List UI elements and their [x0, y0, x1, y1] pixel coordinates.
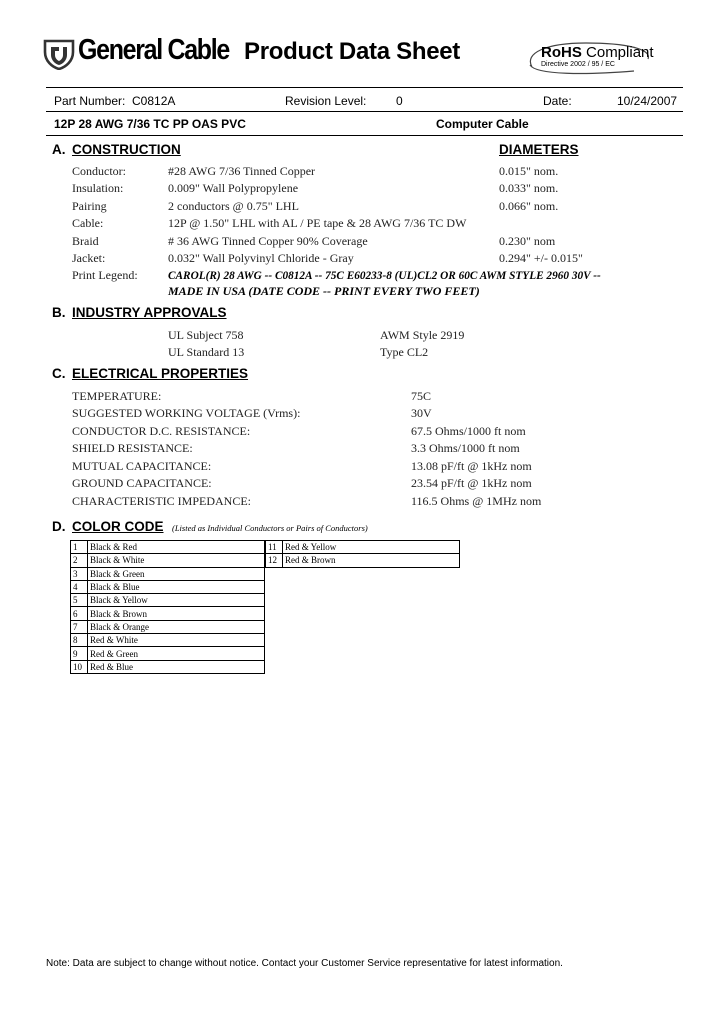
- general-cable-logo-icon: [42, 36, 76, 70]
- construction-heading: CONSTRUCTION: [72, 142, 181, 157]
- revision-label: Revision Level:: [285, 94, 367, 108]
- color-code-row: [266, 541, 460, 554]
- print-legend-line1: CAROL(R) 28 AWG -- C0812A -- 75C E60233-8 (UL)CL2 OR 60C AWM STYLE 2960 30V --: [168, 268, 601, 282]
- construction-value: #28 AWG 7/36 Tinned Copper: [168, 164, 316, 178]
- diameters-heading: DIAMETERS: [499, 142, 579, 157]
- print-legend-label: Print Legend:: [72, 268, 138, 282]
- section-d-letter: D.: [52, 519, 66, 534]
- diameter-value: 0.294" +/- 0.015": [499, 251, 583, 265]
- diameter-value: 0.066" nom.: [499, 199, 559, 213]
- cable-category: Computer Cable: [436, 117, 529, 131]
- electrical-label: CONDUCTOR D.C. RESISTANCE:: [72, 424, 251, 438]
- color-code-row: [71, 541, 265, 554]
- pair-colors: Black & Red: [88, 541, 265, 554]
- color-code-row: [71, 620, 265, 633]
- electrical-label: MUTUAL CAPACITANCE:: [72, 459, 212, 473]
- pair-colors: Red & Blue: [88, 660, 265, 673]
- electrical-value: 75C: [411, 389, 432, 403]
- color-code-row: [71, 660, 265, 673]
- rohs-label: RoHS Compliant: [541, 44, 654, 61]
- pair-colors: Red & White: [88, 634, 265, 647]
- pair-number: 10: [71, 660, 88, 673]
- electrical-label: CHARACTERISTIC IMPEDANCE:: [72, 494, 252, 508]
- electrical-label: SUGGESTED WORKING VOLTAGE (Vrms):: [72, 406, 301, 420]
- revision-value: 0: [396, 94, 403, 108]
- color-code-row: [71, 567, 265, 580]
- construction-value: 2 conductors @ 0.75" LHL: [168, 199, 299, 213]
- pair-number: 9: [71, 647, 88, 660]
- divider: [46, 87, 683, 88]
- pair-number: 8: [71, 634, 88, 647]
- divider: [46, 111, 683, 112]
- construction-value: 12P @ 1.50" LHL with AL / PE tape & 28 AWG 7/36 TC DW: [168, 216, 467, 230]
- electrical-value: 23.54 pF/ft @ 1kHz nom: [411, 476, 532, 490]
- pair-colors: Black & Brown: [88, 607, 265, 620]
- pair-number: 5: [71, 594, 88, 607]
- pair-colors: Black & Green: [88, 567, 265, 580]
- electrical-label: TEMPERATURE:: [72, 389, 162, 403]
- pair-colors: Black & Orange: [88, 620, 265, 633]
- electrical-value: 30V: [411, 406, 432, 420]
- footer-note: Note: Data are subject to change without notice. Contact your Customer Service representative for latest information.: [46, 958, 563, 969]
- approval-item: UL Subject 758: [168, 328, 244, 342]
- approval-item: AWM Style 2919: [380, 328, 465, 342]
- pair-colors: Red & Green: [88, 647, 265, 660]
- electrical-label: SHIELD RESISTANCE:: [72, 441, 193, 455]
- color-code-row: [71, 580, 265, 593]
- construction-label: Conductor:: [72, 164, 126, 178]
- document-title: Product Data Sheet: [244, 38, 460, 65]
- pair-number: 2: [71, 554, 88, 567]
- pair-number: 6: [71, 607, 88, 620]
- part-number-label: Part Number:: [54, 94, 126, 108]
- construction-label: Cable:: [72, 216, 104, 230]
- diameter-value: 0.033" nom.: [499, 181, 559, 195]
- section-a-letter: A.: [52, 142, 66, 157]
- part-number-value: C0812A: [132, 94, 176, 108]
- pair-colors: Red & Yellow: [283, 541, 460, 554]
- print-legend-line2: MADE IN USA (DATE CODE -- PRINT EVERY TWO FEET): [168, 284, 480, 298]
- construction-label: Pairing: [72, 199, 107, 213]
- diameter-value: 0.015" nom.: [499, 164, 559, 178]
- construction-label: Insulation:: [72, 181, 124, 195]
- section-c-letter: C.: [52, 366, 66, 381]
- pair-colors: Black & Yellow: [88, 594, 265, 607]
- construction-label: Jacket:: [72, 251, 106, 265]
- color-code-row: [71, 634, 265, 647]
- construction-label: Braid: [72, 234, 99, 248]
- company-logo-text: General Cable: [78, 34, 229, 66]
- approval-item: Type CL2: [380, 345, 429, 359]
- pair-number: 1: [71, 541, 88, 554]
- pair-number: 12: [266, 554, 283, 567]
- electrical-label: GROUND CAPACITANCE:: [72, 476, 212, 490]
- color-code-row: [266, 554, 460, 567]
- pair-number: 4: [71, 580, 88, 593]
- cable-description: 12P 28 AWG 7/36 TC PP OAS PVC: [54, 117, 246, 131]
- pair-colors: Black & Blue: [88, 580, 265, 593]
- rohs-directive: Directive 2002 / 95 / EC: [541, 61, 615, 68]
- section-b-letter: B.: [52, 305, 66, 320]
- electrical-value: 13.08 pF/ft @ 1kHz nom: [411, 459, 532, 473]
- electrical-value: 116.5 Ohms @ 1MHz nom: [411, 494, 542, 508]
- approval-item: UL Standard 13: [168, 345, 245, 359]
- color-code-row: [71, 594, 265, 607]
- color-code-table-right: [265, 540, 460, 568]
- pair-colors: Black & White: [88, 554, 265, 567]
- electrical-properties-heading: ELECTRICAL PROPERTIES: [72, 366, 249, 381]
- diameter-value: 0.230" nom: [499, 234, 556, 248]
- color-code-row: [71, 607, 265, 620]
- divider: [46, 135, 683, 136]
- construction-value: 0.032" Wall Polyvinyl Chloride - Gray: [168, 251, 354, 265]
- color-code-row: [71, 647, 265, 660]
- color-code-table-left: [70, 540, 265, 674]
- date-label: Date:: [543, 94, 572, 108]
- electrical-value: 3.3 Ohms/1000 ft nom: [411, 441, 520, 455]
- color-code-note: (Listed as Individual Conductors or Pairs of Conductors): [172, 523, 368, 533]
- pair-number: 11: [266, 541, 283, 554]
- electrical-value: 67.5 Ohms/1000 ft nom: [411, 424, 526, 438]
- color-code-row: [71, 554, 265, 567]
- color-code-heading: COLOR CODE: [72, 519, 164, 534]
- construction-value: 0.009" Wall Polypropylene: [168, 181, 299, 195]
- industry-approvals-heading: INDUSTRY APPROVALS: [72, 305, 227, 320]
- construction-value: # 36 AWG Tinned Copper 90% Coverage: [168, 234, 368, 248]
- pair-number: 7: [71, 620, 88, 633]
- date-value: 10/24/2007: [617, 94, 678, 108]
- pair-number: 3: [71, 567, 88, 580]
- pair-colors: Red & Brown: [283, 554, 460, 567]
